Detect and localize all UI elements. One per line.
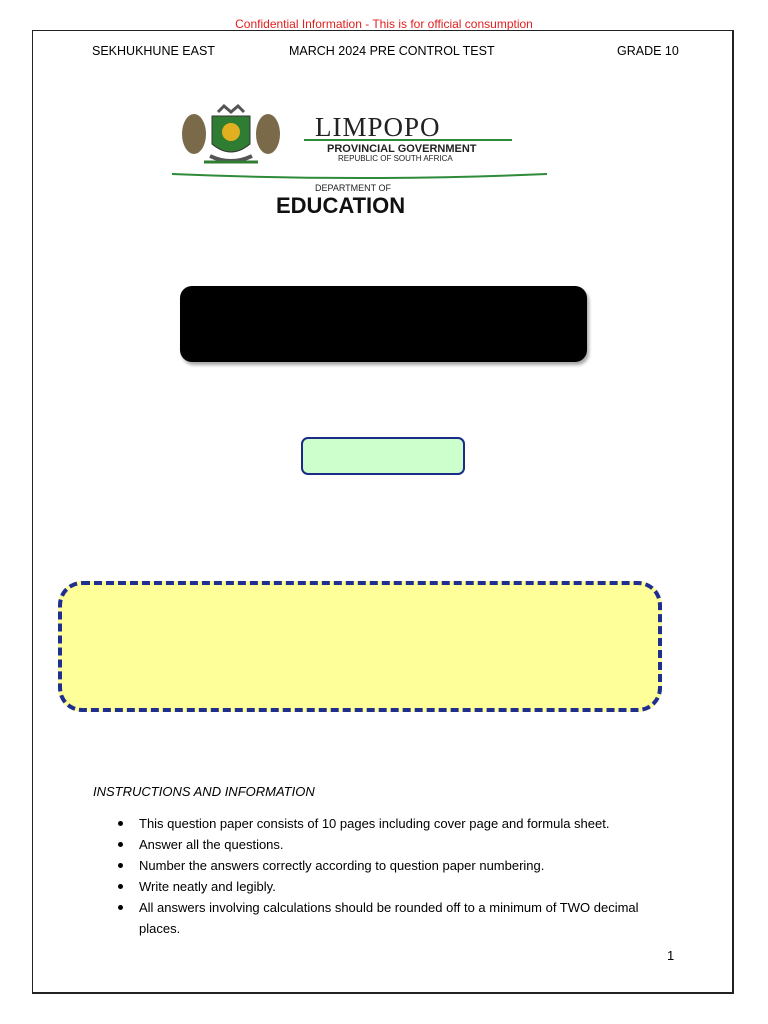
coat-of-arms-icon [182,106,280,162]
header-test-title: MARCH 2024 PRE CONTROL TEST [289,44,495,58]
header-grade: GRADE 10 [617,44,679,58]
subject-title-box [180,286,587,362]
list-item: Write neatly and legibly. [139,876,669,897]
instructions-heading: INSTRUCTIONS AND INFORMATION [93,784,315,799]
header-district: SEKHUKHUNE EAST [92,44,215,58]
logo-republic: REPUBLIC OF SOUTH AFRICA [338,154,453,163]
list-item: This question paper consists of 10 pages including cover page and formula sheet. [139,813,669,834]
list-item: Answer all the questions. [139,834,669,855]
page-number: 1 [667,948,675,963]
grade-box [301,437,465,475]
list-item: Number the answers correctly according to question paper numbering. [139,855,669,876]
exam-info-box [58,581,662,712]
logo-department: EDUCATION [276,193,406,218]
logo-government: PROVINCIAL GOVERNMENT [327,143,477,155]
logo-department-of: DEPARTMENT OF [315,183,392,193]
logo-province: LIMPOPO [315,112,441,142]
confidential-notice: Confidential Information - This is for official consumption [235,17,533,31]
instructions-list [139,813,669,939]
limpopo-education-logo [172,104,554,226]
list-item: All answers involving calculations should be rounded off to a minimum of TWO decimal places. [139,897,669,939]
